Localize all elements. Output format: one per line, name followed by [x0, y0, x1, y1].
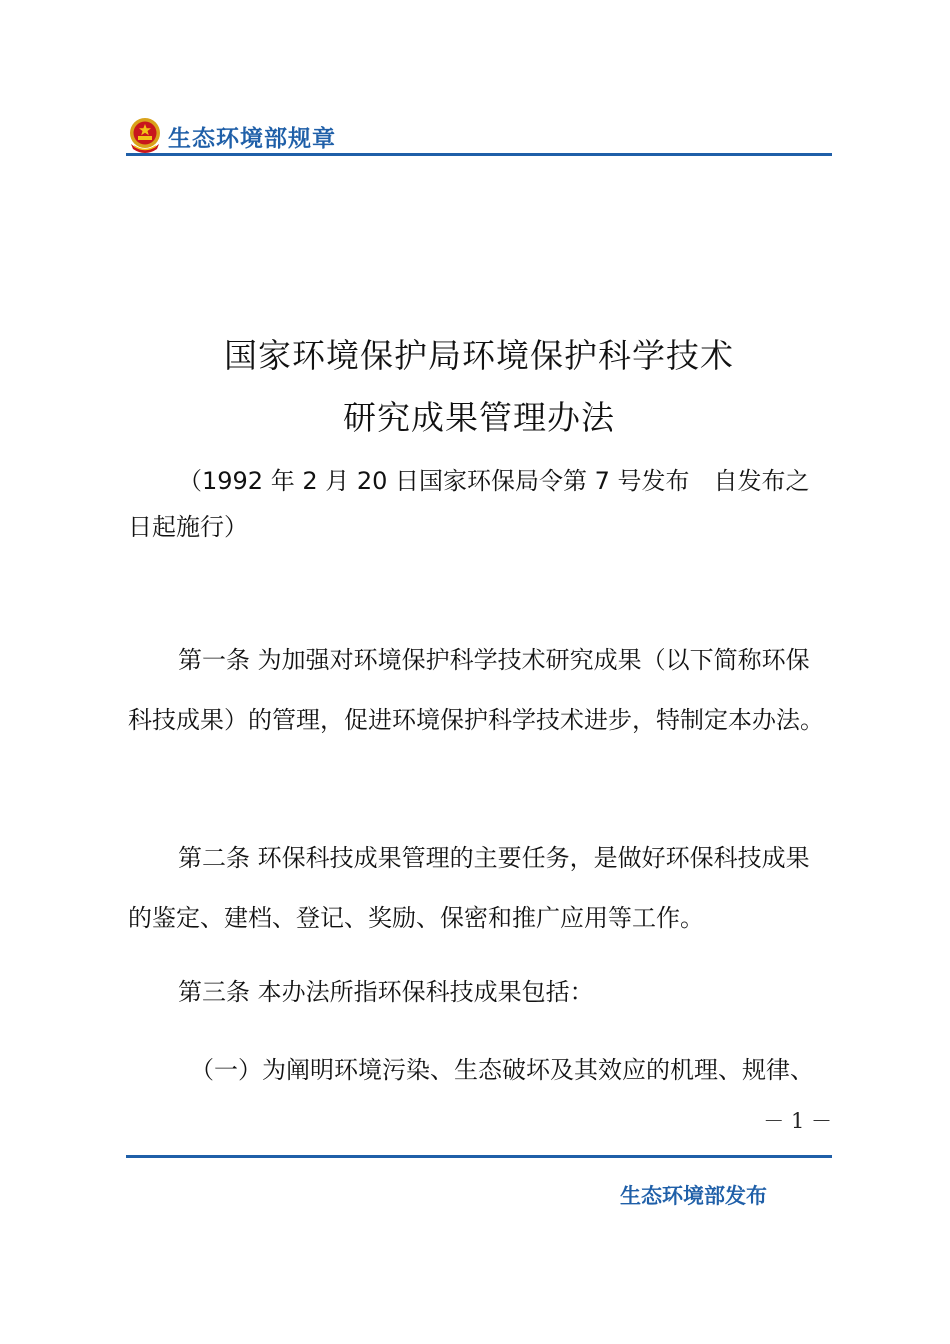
footer-divider [126, 1155, 832, 1158]
page-number: － 1 － [763, 1109, 832, 1133]
page-header [128, 116, 832, 156]
article-1: 第一条 为加强对环境保护科学技术研究成果（以下简称环保科技成果）的管理，促进环境保护科学技术进步，特制定本办法。 [128, 646, 824, 734]
article-3: 第三条 本办法所指环保科技成果包括： [178, 978, 594, 1006]
national-emblem-icon [128, 116, 162, 154]
article-3-item-1: （一）为阐明环境污染、生态破坏及其效应的机理、规律、 [190, 1056, 814, 1084]
article-2: 第二条 环保科技成果管理的主要任务，是做好环保科技成果的鉴定、建档、登记、奖励、保密和推广应用等工作。 [128, 844, 810, 932]
document-title-line2: 研究成果管理办法 [343, 398, 615, 437]
header-divider [126, 153, 832, 156]
issuance-note: （1992 年 2 月 20 日国家环保局令第 7 号发布 自发布之日起施行） [128, 467, 810, 541]
footer-publisher: 生态环境部发布 [620, 1184, 767, 1208]
header-title: 生态环境部规章 [168, 126, 336, 152]
document-title-line1: 国家环境保护局环境保护科学技术 [224, 336, 734, 375]
